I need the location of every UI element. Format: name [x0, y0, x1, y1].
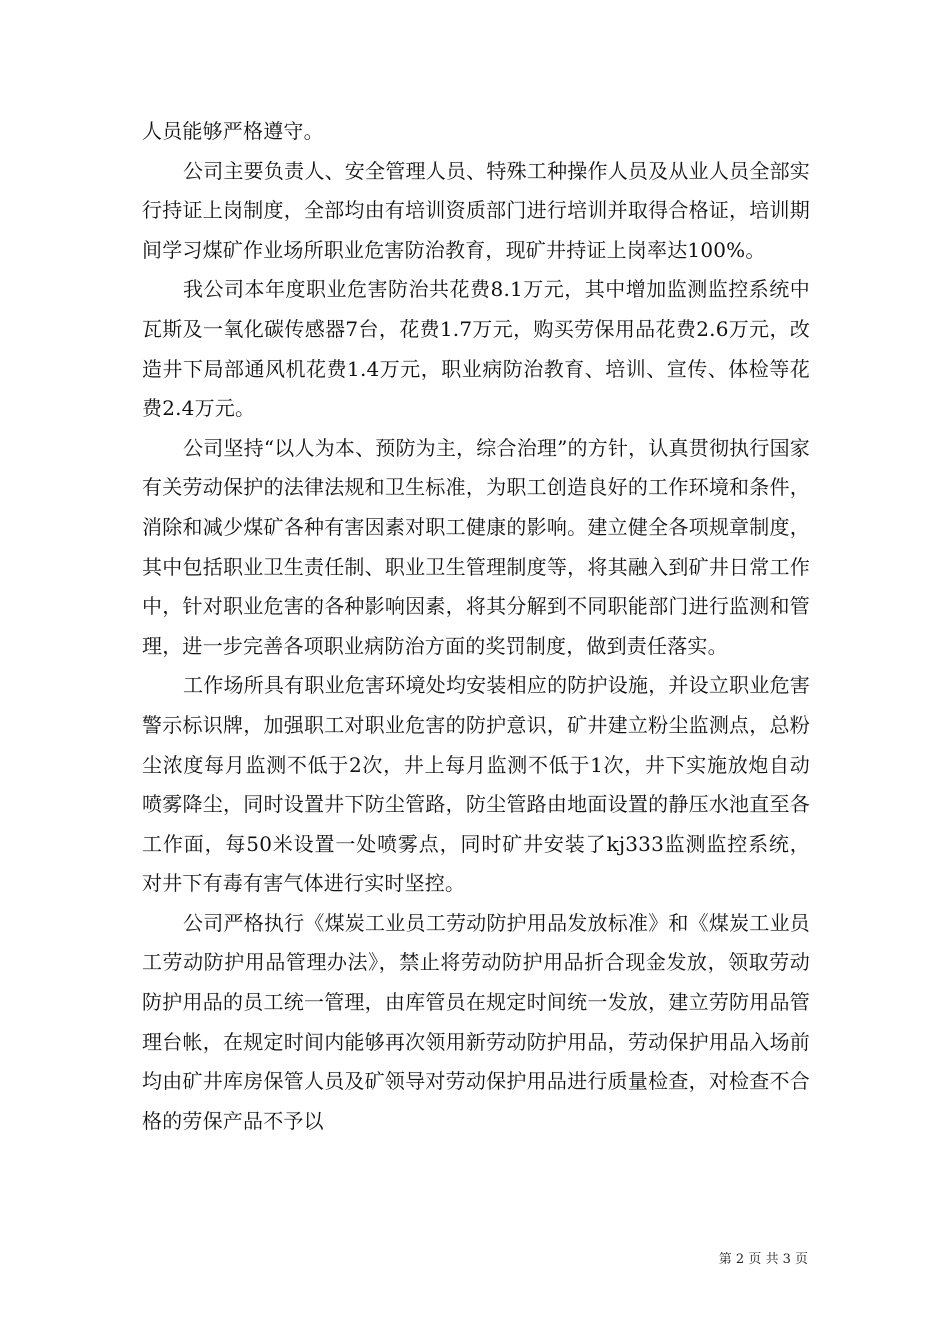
paragraph-protective-equipment: 公司严格执行《煤炭工业员工劳动防护用品发放标准》和《煤炭工业员工劳动防护用品管理办法》，禁止将劳动防护用品折合现金发放，领取劳动防护用品的员工统一管理，由库管员在规定时间统一发放，建立劳防用品管理台帐，在规定时间内能够再次领用新劳动防护用品，劳动保护用品入场前均由矿井库房保管人员及矿领导对劳动保护用品进行质量检查，对检查不合格的劳保产品不予以 — [142, 910, 810, 1133]
paragraph-dust-monitoring: 工作场所具有职业危害环境处均安装相应的防护设施，并设立职业危害警示标识牌，加强职工对职业危害的防护意识，矿井建立粉尘监测点，总粉尘浓度每月监测不低于2次，井上每月监测不低于1次，井下实施放炮自动喷雾降尘，同时设置井下防尘管路，防尘管路由地面设置的静压水池直至各工作面，每50米设置一处喷雾点，同时矿井安装了kj333监测监控系统，对井下有毒有害气体进行实时坚控。 — [142, 673, 810, 896]
document-body — [142, 112, 810, 1141]
page-number-footer: 第 2 页 共 3 页 — [718, 1252, 808, 1267]
paragraph-continuation: 人员能够严格遵守。 — [142, 119, 324, 143]
paragraph-policy: 公司坚持“以人为本、预防为主，综合治理”的方针，认真贯彻执行国家有关劳动保护的法律法规和卫生标准，为职工创造良好的工作环境和条件，消除和减少煤矿各种有害因素对职工健康的影响。建立健全各项规章制度，其中包括职业卫生责任制、职业卫生管理制度等，将其融入到矿井日常工作中，针对职业危害的各种影响因素，将其分解到不同职能部门进行监测和管理，进一步完善各项职业病防治方面的奖罚制度，做到责任落实。 — [142, 435, 810, 658]
paragraph-expenses: 我公司本年度职业危害防治共花费8.1万元，其中增加监测监控系统中瓦斯及一氧化碳传感器7台，花费1.7万元，购买劳保用品花费2.6万元，改造井下局部通风机花费1.4万元，职业病防治教育、培训、宣传、体检等花费2.4万元。 — [142, 277, 810, 421]
paragraph-certification: 公司主要负责人、安全管理人员、特殊工种操作人员及从业人员全部实行持证上岗制度，全部均由有培训资质部门进行培训并取得合格证，培训期间学习煤矿作业场所职业危害防治教育，现矿井持证上岗率达100%。 — [142, 158, 810, 262]
